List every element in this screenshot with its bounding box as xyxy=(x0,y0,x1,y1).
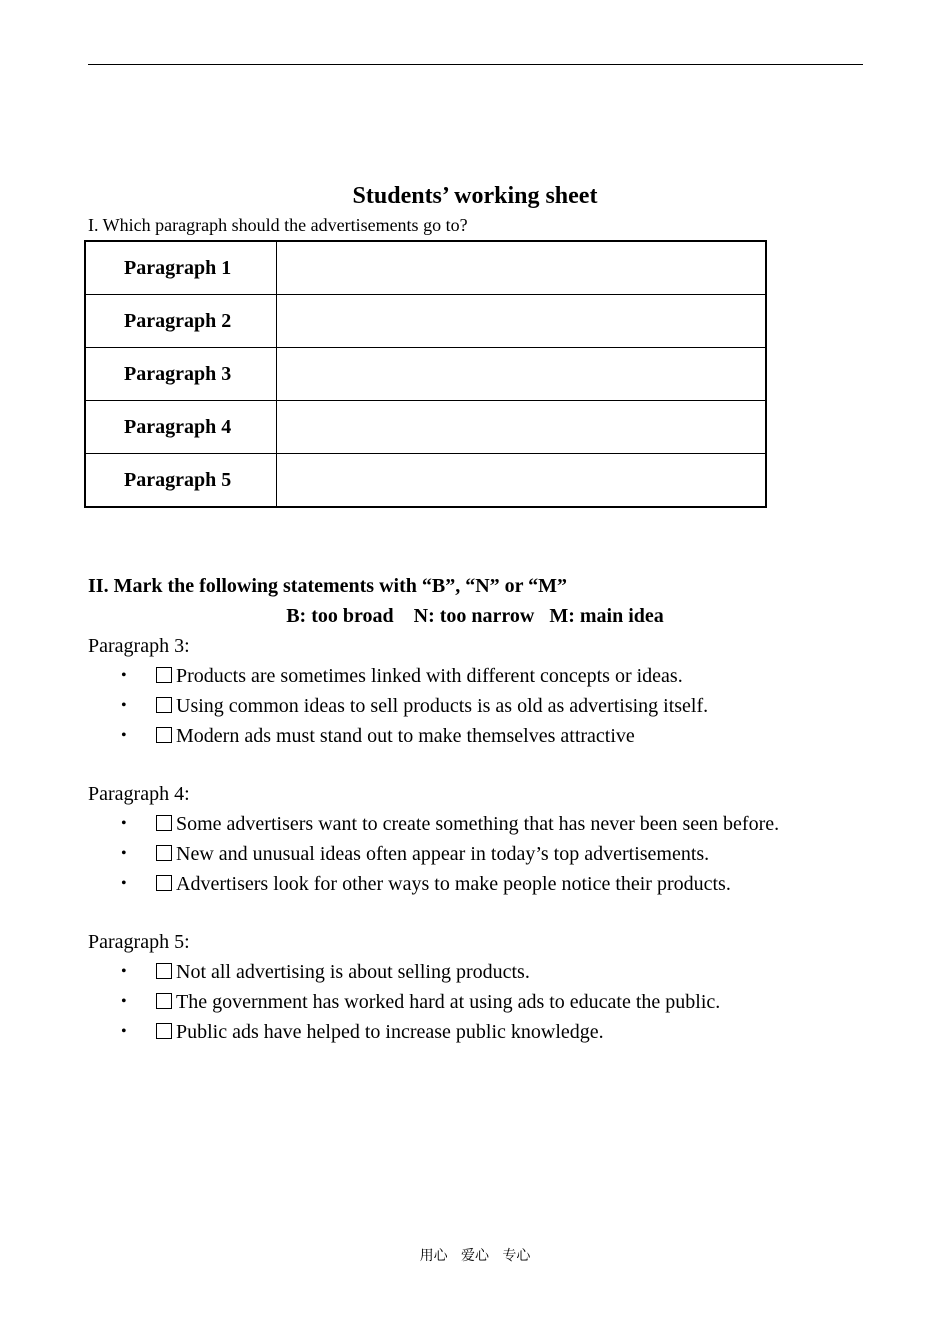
checkbox-icon[interactable] xyxy=(156,845,172,861)
checkbox-icon[interactable] xyxy=(156,815,172,831)
answer-cell[interactable] xyxy=(276,241,766,295)
statement-text: Not all advertising is about selling products. xyxy=(176,961,530,983)
list-item xyxy=(88,691,708,721)
header-rule xyxy=(88,64,863,65)
checkbox-icon[interactable] xyxy=(156,727,172,743)
statement-text: Public ads have helped to increase public knowledge. xyxy=(176,1021,604,1043)
bullet-icon: • xyxy=(121,963,127,980)
list-item xyxy=(88,957,720,987)
statement-text: New and unusual ideas often appear in today’s top advertisements. xyxy=(176,843,710,865)
statement-text: Advertisers look for other ways to make people notice their products. xyxy=(176,873,731,895)
list-item xyxy=(88,1017,720,1047)
checkbox-icon[interactable] xyxy=(156,963,172,979)
bullet-icon: • xyxy=(121,667,127,684)
checkbox-icon[interactable] xyxy=(156,993,172,1009)
table-row xyxy=(85,454,766,508)
paragraph-label: Paragraph 4: xyxy=(88,783,190,805)
question-1-prompt: I. Which paragraph should the advertisements go to? xyxy=(88,215,468,235)
checkbox-icon[interactable] xyxy=(156,875,172,891)
checkbox-icon[interactable] xyxy=(156,667,172,683)
question-2-heading: II. Mark the following statements with “B”, “N” or “M” xyxy=(88,575,568,597)
table-row xyxy=(85,348,766,401)
answer-cell[interactable] xyxy=(276,295,766,348)
statement-text: Products are sometimes linked with different concepts or ideas. xyxy=(176,665,683,687)
bullet-icon: • xyxy=(121,875,127,892)
row-label: Paragraph 2 xyxy=(85,295,276,348)
paragraph-label: Paragraph 5: xyxy=(88,931,190,953)
paragraph-5-group xyxy=(88,927,720,1047)
statement-text: Some advertisers want to create something that has never been seen before. xyxy=(176,813,780,835)
statement-list xyxy=(88,809,779,899)
list-item xyxy=(88,721,708,751)
statement-text: Modern ads must stand out to make themselves attractive xyxy=(176,725,635,747)
table-row xyxy=(85,295,766,348)
table-row xyxy=(85,241,766,295)
paragraph-4-group xyxy=(88,779,779,899)
bullet-icon: • xyxy=(121,727,127,744)
statement-list xyxy=(88,957,720,1047)
row-label: Paragraph 1 xyxy=(85,241,276,295)
bullet-icon: • xyxy=(121,845,127,862)
statement-text: The government has worked hard at using ads to educate the public. xyxy=(176,991,721,1013)
answer-legend: B: too broad N: too narrow M: main idea xyxy=(286,605,664,627)
statement-list xyxy=(88,661,708,751)
paragraph-label: Paragraph 3: xyxy=(88,635,190,657)
checkbox-icon[interactable] xyxy=(156,697,172,713)
paragraph-table xyxy=(84,240,767,508)
table-row xyxy=(85,401,766,454)
list-item xyxy=(88,869,779,899)
paragraph-3-group xyxy=(88,631,708,751)
list-item xyxy=(88,987,720,1017)
bullet-icon: • xyxy=(121,815,127,832)
bullet-icon: • xyxy=(121,1023,127,1040)
row-label: Paragraph 5 xyxy=(85,454,276,508)
checkbox-icon[interactable] xyxy=(156,1023,172,1039)
bullet-icon: • xyxy=(121,993,127,1010)
answer-cell[interactable] xyxy=(276,401,766,454)
statement-text: Using common ideas to sell products is as old as advertising itself. xyxy=(176,695,709,717)
row-label: Paragraph 4 xyxy=(85,401,276,454)
list-item xyxy=(88,809,779,839)
list-item xyxy=(88,839,779,869)
answer-cell[interactable] xyxy=(276,454,766,508)
page-title: Students’ working sheet xyxy=(352,183,598,209)
row-label: Paragraph 3 xyxy=(85,348,276,401)
page-footer: 用心 爱心 专心 xyxy=(419,1248,531,1264)
list-item xyxy=(88,661,708,691)
bullet-icon: • xyxy=(121,697,127,714)
answer-cell[interactable] xyxy=(276,348,766,401)
